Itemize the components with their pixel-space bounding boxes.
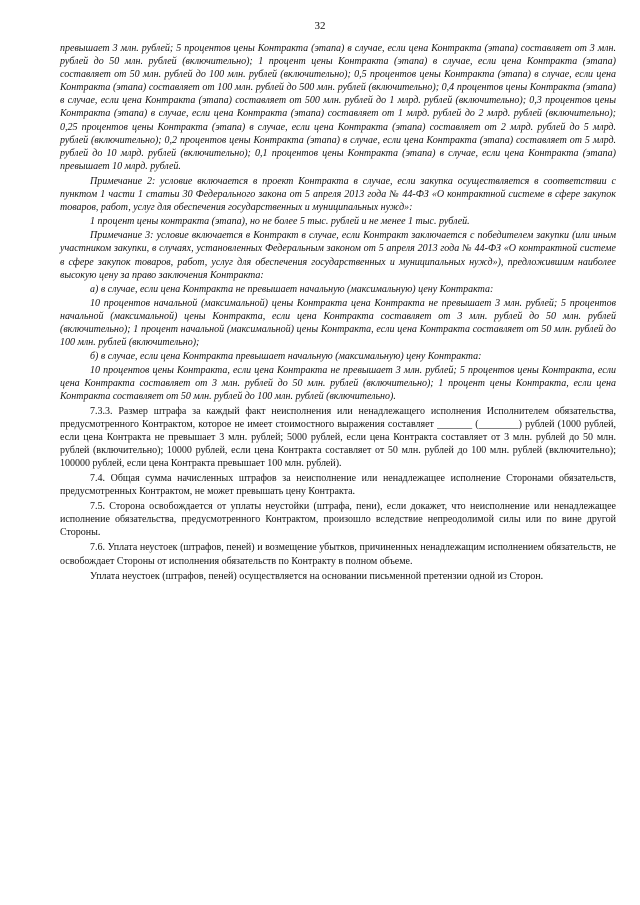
paragraph-penalty-percentages: превышает 3 млн. рублей; 5 процентов цены Контракта (этапа) в случае, если цена Контракта (этапа) составляет от 3 млн. рублей до 50 млн. рублей (включительно); 1 процент цены Контракта (этапа) в случае, если цена Контракта (этапа) составляет от 50 млн. рублей до 100 млн. рублей (включительно); 0,5 процентов цены Контракта (этапа) в случае, если цена Контракта (этапа) составляет от 100 млн. рублей до 500 млн. рублей (включительно); 0,4 процентов цены Контракта (этапа) в случае, если цена Контракта (этапа) составляет от 500 млн. рублей до 1 млрд. рублей (включительно); 0,3 процентов цены Контракта (этапа) в случае, если цена Контракта (этапа) составляет от 1 млрд. рублей до 2 млрд. рублей (включительно); 0,25 процентов цены Контракта (этапа) в случае, если цена Контракта (этапа) составляет от 2 млрд. рублей до 5 млрд. рублей (включительно); 0,2 процентов цены Контракта (этапа) в случае, если цена Контракта (этапа) составляет от 5 млрд. рублей до 10 млрд. рублей (включительно); 0,1 процентов цены Контракта (этапа) в случае, если цена Контракта (этапа) превышает 10 млрд. рублей. [60,43,616,172]
clause-7-5: 7.5. Сторона освобождается от уплаты неустойки (штрафа, пени), если докажет, что неисполнение или ненадлежащее исполнение обязательства, предусмотренного Контрактом, произошло вследствие непреодолимой силы или по вине другой Стороны. [60,501,616,539]
document-body [60,42,616,583]
paragraph-note-3-case-b: б) в случае, если цена Контракта превышает начальную (максимальную) цену Контракта: [90,351,482,363]
paragraph-note-3-case-a: а) в случае, если цена Контракта не превышает начальную (максимальную) цену Контракта: [90,283,494,295]
clause-7-4: 7.4. Общая сумма начисленных штрафов за неисполнение или ненадлежащее исполнение Сторонами обязательств, предусмотренных Контрактом, не может превышать цену Контракта. [60,473,616,498]
paragraph-note-3-case-b-values: 10 процентов цены Контракта, если цена Контракта не превышает 3 млн. рублей; 5 процентов цены Контракта, если цена Контракта составляет от 3 млн. рублей до 50 млн. рублей (включительно); 1 процент цены Контракта, если цена Контракта составляет от 50 млн. рублей до 100 млн. рублей (включительно). [60,365,616,403]
clause-7-3-3: 7.3.3. Размер штрафа за каждый факт неисполнения или ненадлежащего исполнения Исполнителем обязательства, предусмотренного Контрактом, которое не имеет стоимостного выражения составляет _______ (________) рублей (1000 рублей, если цена Контракта не превышает 3 млн. рублей; 5000 рублей, если цена Контракта составляет от 3 млн. рублей до 50 млн. рублей (включительно); 10000 рублей, если цена Контракта составляет от 50 млн. рублей до 100 млн. рублей (включительно); 100000 рублей, если цена Контракта превышает 100 млн. рублей). [60,405,616,469]
paragraph-note-2-value: 1 процент цены контракта (этапа), но не более 5 тыс. рублей и не менее 1 тыс. рублей. [90,216,470,228]
paragraph-note-3-case-a-values: 10 процентов начальной (максимальной) цены Контракта цена Контракта не превышает 3 млн. рублей; 5 процентов начальной (максимальной) цены Контракта, если цена Контракта составляет от 3 млн. рублей до 50 млн. рублей (включительно); 1 процент начальной (максимальной) цены Контракта, если цена Контракта составляет от 50 млн. рублей до 100 млн. рублей (включительно); [60,297,616,349]
clause-7-6: 7.6. Уплата неустоек (штрафов, пеней) и возмещение убытков, причиненных ненадлежащим исполнением обязательств, не освобождает Стороны от исполнения обязательств по Контракту в полном объеме. [60,542,616,567]
paragraph-payment-claim: Уплата неустоек (штрафов, пеней) осуществляется на основании письменной претензии одной из Сторон. [90,570,544,582]
paragraph-note-2: Примечание 2: условие включается в проект Контракта в случае, если закупка осуществляется в соответствии с пунктом 1 части 1 статьи 30 Федерального закона от 5 апреля 2013 года № 44-ФЗ «О контрактной системе в сфере закупок товаров, работ, услуг для обеспечения государственных и муниципальных нужд»: [60,175,616,214]
page-number: 32 [314,20,326,32]
paragraph-note-3: Примечание 3: условие включается в Контракт в случае, если Контракт заключается с победителем закупки (или иным участником закупки, в случаях, установленных Федеральным законом от 5 апреля 2013 года № 44-ФЗ «О контрактной системе в сфере закупок товаров, работ, услуг для обеспечения государственных и муниципальных нужд»), предложившим наиболее высокую цену за право заключения Контракта: [60,230,616,281]
